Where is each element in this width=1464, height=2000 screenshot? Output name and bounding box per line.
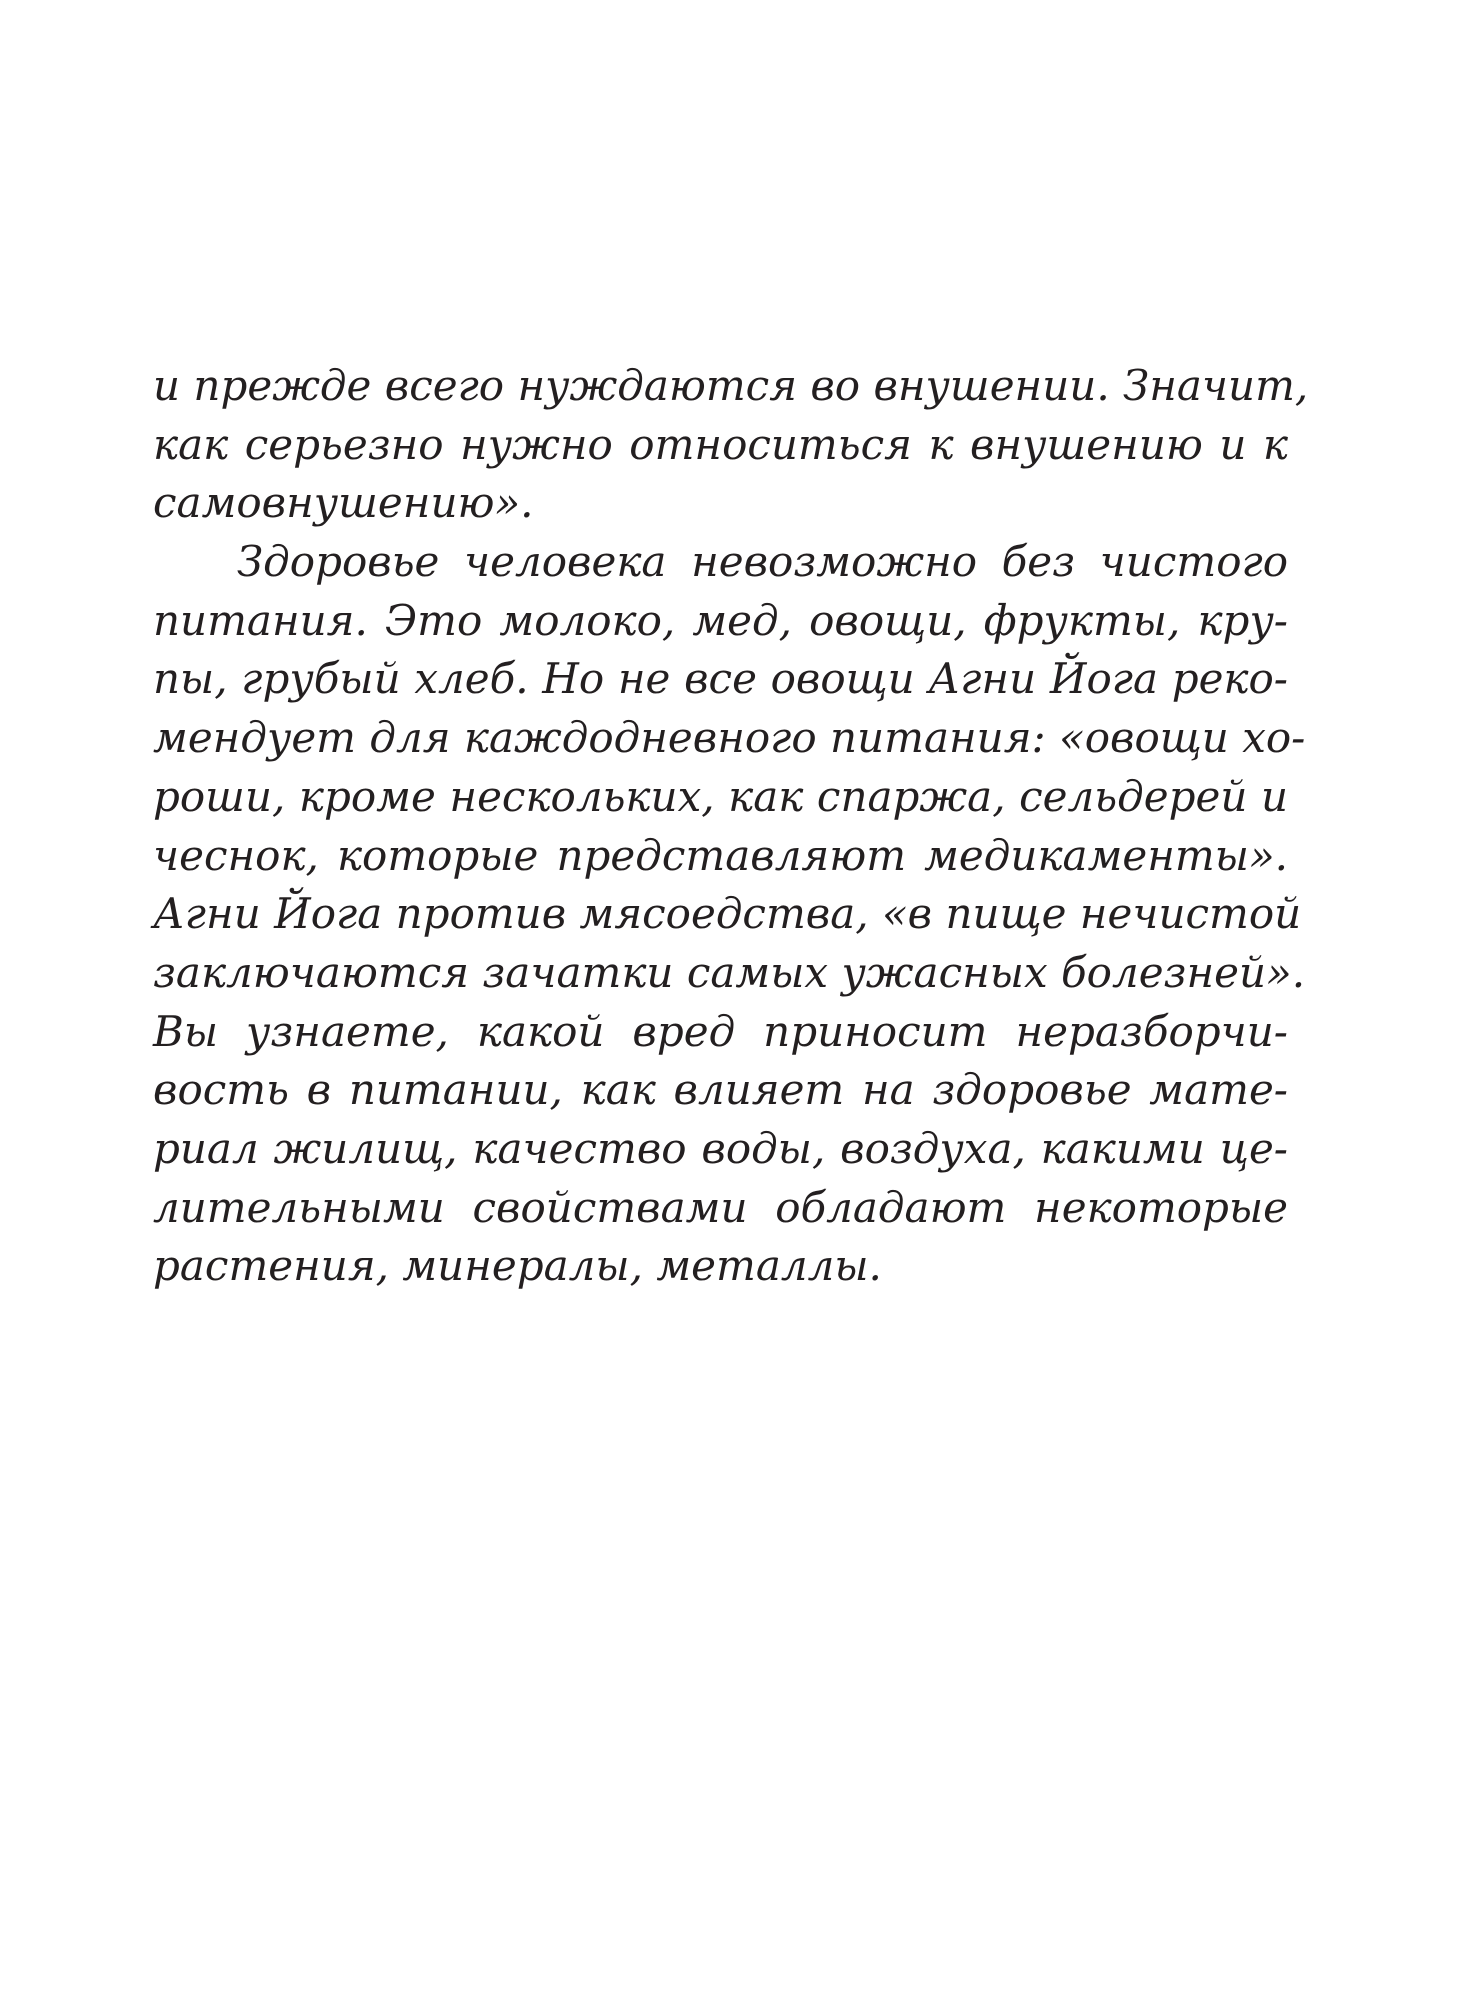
text-line: мендует для каждодневного питания: «овощи хо- (153, 713, 1306, 763)
paragraph (153, 533, 1306, 1296)
paragraph (153, 357, 1309, 533)
text-line: растения, минералы, металлы. (153, 1241, 882, 1291)
text-line: питания. Это молоко, мед, овощи, фрукты, кру- (153, 595, 1288, 645)
text-line: как серьезно нужно относиться к внушению и к (153, 419, 1288, 469)
text-line: и прежде всего нуждаются во внушении. Значит, (153, 361, 1309, 410)
text-line: Вы узнаете, какой вред приносит неразборчи- (153, 1006, 1288, 1056)
body-text (153, 357, 1309, 1296)
text-line: вость в питании, как влияет на здоровье мате- (153, 1065, 1288, 1115)
text-line: пы, грубый хлеб. Но не все овощи Агни Йога реко- (153, 654, 1288, 704)
text-line: заключаются зачатки самых ужасных болезней». (153, 947, 1306, 997)
text-line: чеснок, которые представляют медикаменты». (153, 830, 1288, 880)
text-line: лительными свойствами обладают некоторые (153, 1182, 1288, 1232)
text-line: Агни Йога против мясоедства, «в пище нечистой (153, 889, 1302, 939)
text-line: Здоровье человека невозможно без чистого (237, 537, 1288, 587)
text-line: самовнушению». (153, 478, 534, 528)
text-line: риал жилищ, качество воды, воздуха, какими це- (153, 1123, 1288, 1173)
text-line: роши, кроме нескольких, как спаржа, сельдерей и (153, 771, 1288, 821)
